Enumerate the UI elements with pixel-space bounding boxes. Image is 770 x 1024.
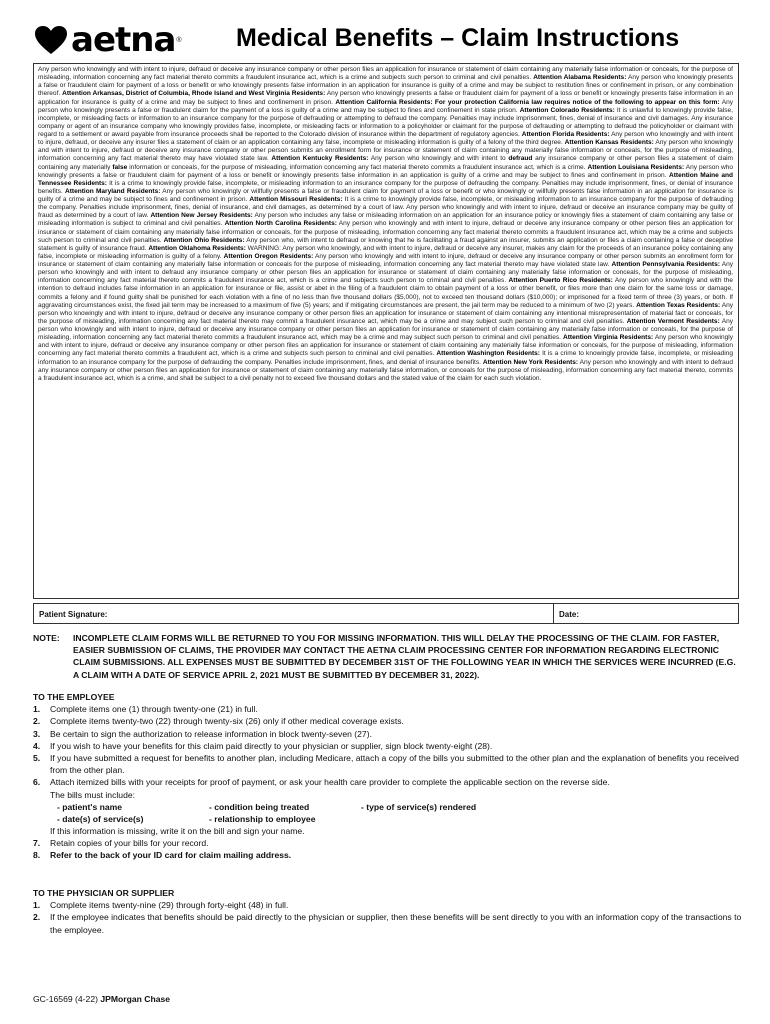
list-item: 4. If you wish to have your benefits for this claim paid directly to your physician or supplier, sign block twenty-eight (28). [33,740,493,751]
list-item: 8. Refer to the back of your ID card for claim mailing address. [33,850,292,861]
warning-heading: false [112,163,128,171]
list-item: 2. Complete items twenty-two (22) through twenty-six (26) only if other medical coverage exists. [33,716,404,727]
warning-heading: Attention Pennsylvania Residents: [611,261,720,268]
warning-text-segment: information or conceals, for the purpose of misleading, information concerning any fact material thereto commits a fraudulent insurance act, which is a crime. [127,163,588,171]
warning-heading: Attention North Carolina Residents: [224,220,337,228]
warning-heading: Attention Virginia Residents: [563,334,654,342]
must-item: - relationship to employee [209,813,316,824]
warning-text-segment: Any person who knowingly and with intent to injure, defraud or deceive any insurance company or other person submits an enrollment form for insurance or statement of claim containing any materially false information or conceals, for the purpose of misleading, information concerning any fact material thereto may have violated state law. [38,139,734,163]
fraud-warning-box [33,63,739,599]
physician-section-title: TO THE PHYSICIAN OR SUPPLIER [33,888,175,898]
warning-heading: Attention Arkansas, District of Columbia, Rhode Island and West Virginia Residents: [62,90,326,98]
list-item: 3. Be certain to sign the authorization to release information in block twenty-seven (27). [33,728,372,739]
must-include-list [33,801,743,825]
warning-text-segment: It is unlawful to knowingly provide false, incomplete, or misleading facts or information to an insurance company for the purpose of defrauding or attempting to defraud the company. Penalties may include imprisonment, fines, denial of insurance and civil damages. Any insurance company or agent of an insurance company who knowingly provides false, incomplete, or misleading facts or information to a policyholder or claimant for the purpose of defrauding or attempting to defraud the policyholder or claimant with regard to a settlement or award payable from insurance proceeds shall be reported to the Colorado division of insurance within the department of regulatory agencies. [38,106,733,138]
warning-text-segment: Any person who knowingly and with the intention to defraud includes false information in an application for insurance or file, assist or abet in the filing of a fraudulent claim to obtain payment of a loss or other benefit, or files more than one claim for the same loss or damage, commits a felony and if found guilty shall be punished for each violation with a fine of no less than five thousand dollars ($5,000), not to exceed ten thousand dollars ($10,000); or imprisoned for a fixed term of three (3) years, or both. If aggravating circumstances exist, the fixed jail term may be increased to a maximum of five (5) years; and if mitigating circumstances are present, the jail term may be reduced to a minimum of two (2) years. [38,277,733,309]
warning-text-segment: Any person who knowingly and with intent to defraud any insurance company or other person files an application for insurance or statement of claim containing any materially false information or conceals, for the purpose of misleading, information concerning any fact material thereto commits a fraudulent insurance act, which is a crime and subjects such person to criminal and civil penalties. [38,261,733,285]
company-name: JPMorgan Chase [100,994,171,1004]
warning-heading: Attention California Residents: For your protection California law requires notice of the following to appear on this form: [335,98,720,106]
warning-text-segment: It is a crime to knowingly provide false, incomplete, or misleading information to an insurance company for the purpose of defrauding the company. Penalties include imprisonment, fines, and denial of insurance benefits. [38,350,733,366]
list-item: 6. Attach itemized bills with your receipts for proof of payment, or ask your health care provider to complete the applicable section on the reverse side. [33,777,610,788]
warning-text-segment: Any person who knowingly and with intent to defraud any insurance company or other person files an application for insurance or statement of claim containing any materially false information, or conceals for the purpose of misleading, information concerning any fact material thereto, commits a fraudulent insurance act, which is a crime, and shall be subject to a civil penalty not to exceed five thousand dollars and the stated value of the claim for each such violation. [38,358,733,382]
warning-heading: Attention New York Residents: [482,358,579,366]
logo-wordmark: aetna [71,20,176,60]
warning-heading: Attention Kentucky Residents: [271,155,369,163]
must-item: - type of service(s) rendered [361,801,477,812]
warning-text-segment: Any person who knowingly and with intent to injure, defraud or deceive any insurance company or other person files an application for insurance or statement of claim containing any materially false information or conceals, for the purpose of misleading, information concerning any fact material thereto commits a fraudulent insurance act, which may be a crime and subjects such person to criminal and civil penalties. [38,220,733,244]
warning-heading: Attention Alabama Residents: [533,74,627,82]
must-item: - date(s) of service(s) [57,813,144,824]
registered-mark: ® [176,36,182,44]
heart-icon [34,25,68,55]
list-item: 1. Complete items twenty-nine (29) through forty-eight (48) in full. [33,900,289,911]
warning-heading: Attention Florida Residents: [521,131,610,138]
missing-info-note: If this information is missing, write it on the bill and sign your name. [50,825,305,836]
warning-text-segment: any insurance company or other person files a statement of claim containing any materially [38,155,733,171]
warning-heading: Attention Puerto Rico Residents: [508,277,613,285]
warning-heading: Attention Oklahoma Residents: [148,244,246,252]
warning-heading: defraud [508,155,533,163]
employee-section-title: TO THE EMPLOYEE [33,692,115,702]
warning-text-segment: Any person who knowingly and with intent to [368,155,509,163]
warning-text-segment: It is a crime to knowingly provide false, incomplete, or misleading information to an insurance company for the purpose of defrauding the company. Penalties may include imprisonment, fines, or denial of insurance benefits. [38,179,733,195]
fraud-warning-text [38,66,733,383]
header [30,18,742,64]
warning-text-segment: Any person who knowingly and with intent to injure, defraud or deceive any insurance company or other person files an application for insurance or statement of claim containing any materially false information or conceals, for the purpose of misleading, information concerning any fact material thereto commits a fraudulent insurance act, which is a crime and subjects such person to criminal and civil penalties. [38,66,733,82]
employee-section [33,691,743,861]
note-heading: NOTE: [33,633,60,643]
warning-text-segment: It is a crime to knowingly provide false, incomplete, or misleading information to an insurance company for the purpose of defrauding the company. Penalties include imprisonment, fines, denial of insurance, and civil damages, as determined by a court of law. Any person who knowingly and with intent to injure, defraud or deceive an insurance company may be guilty of fraud as determined by a court of law. [38,196,733,220]
warning-text-segment: Any person who knowingly and with intent to injure, defraud or deceive any insurance company or other person files an application for insurance or statement of claim containing any materially false information or conceals, for the purpose of misleading, information concerning any fact material thereto commits a fraudulent act, which is a crime and subjects such person to criminal and civil penalties. [38,334,733,358]
warning-text-segment: Any person who knowingly and with intent to injure, defraud or deceive any insurance company or other person files an application for insurance or statement of claim containing any materially false information or conceals, for the purpose of misleading, information concerning any fact material thereto commits a fraudulent insurance act, which may be a crime and may subject such person to criminal and civil penalties. [38,317,733,342]
physician-section [33,887,743,936]
warning-text-segment: Any person who knowingly presents a false or fraudulent claim for payment of a loss or benefit or knowingly presents false information in an application for insurance is guilty of a crime and may be subject to fines and confinement in prison. [38,90,733,106]
must-item: - patient's name [57,801,123,812]
warning-heading: Attention Texas Residents: [636,301,721,309]
warning-text-segment: Any person who knowingly and with intent to injure, defraud or deceive any insurance company or other person files an application for insurance or statement of claim containing any intentional misrepresentation of material fact or conceals, for the purpose of misleading, information concerning any fact material thereto may commit a fraudulent insurance act, which may be a crime and may subject such person to criminal and civil penalties. [38,301,733,325]
warning-heading: Attention Washington Residents: [436,350,540,358]
date-label: Date: [559,610,580,619]
warning-text-segment: Any person who knowingly presents a false or fraudulent claim for payment of a loss or benefit or who knowingly presents false information in an application for insurance is guilty of a crime and may be subject to restitution fines or confinement in prison, or any combination thereof. [38,74,733,98]
footer [33,994,170,1004]
aetna-logo [34,20,182,60]
warning-heading: Attention Maine and Tennessee Residents: [38,171,733,187]
list-item: 7. Retain copies of your bills for your record. [33,838,209,849]
warning-heading: Attention New Jersey Residents: [150,212,253,220]
list-item: 1. Complete items one (1) through twenty-one (21) in full. [33,704,258,715]
warning-text-segment: Any person who knowingly presents a false or fraudulent claim for the payment of a loss is guilty of a crime and may be subject to fines and confinement in state prison. [38,98,733,114]
warning-text-segment: Any person who knowingly presents a false or fraudulent claim for payment of a loss or benefit or knowingly presents false information in an application is guilty of a crime and may be subject to fines and confinement in prison. [38,163,734,179]
warning-heading: Attention Missouri Residents: [249,196,343,203]
warning-heading: Attention Maryland Residents: [64,187,161,195]
warning-heading: Attention Kansas Residents: [564,139,654,147]
signature-row [33,603,739,624]
warning-heading: Attention Vermont Residents: [626,317,720,325]
note-body: INCOMPLETE CLAIM FORMS WILL BE RETURNED TO YOU FOR MISSING INFORMATION. THIS WILL DELAY THE PROCESSING OF THE CLAIM. FOR FASTER, EASIER SUBMISSION OF CLAIMS, THE PROVIDER MAY CONTACT THE AETNA CLAIM PROCESSING CENTER FOR INFORMATION REGARDING ELECTRONIC CLAIM SUBMISSIONS. ALL EXPENSES MUST BE SUBMITTED BY DECEMBER 31ST OF THE FOLLOWING YEAR IN WHICH THE SERVICES WERE INCURRED (E.G. A CLAIM WITH A DATE OF SERVICE APRIL 2, 2021 MUST BE SUBMITTED BY DECEMBER 31, 2022). [73,633,736,680]
patient-signature-label: Patient Signature: [39,610,108,619]
warning-heading: Attention Oregon Residents: [223,252,314,260]
form-id: GC-16569 (4-22) [33,994,101,1004]
warning-text-segment: WARNING: Any person who knowingly, and with intent to injure, defraud or deceive any insurer, makes any claim for the proceeds of an insurance policy containing any false, incomplete or misleading information is guilty of a felony. [38,244,734,260]
warning-text-segment: Any person who includes any false or misleading information on an application for an insurance policy or knowingly files a statement of claim containing any false or misleading information is subject to criminal and civil penalties. [38,212,733,228]
warning-text-segment: Any person who knowingly and with intent to injure, defraud or deceive any insurance company or other person submits an enrollment form for insurance or statement of claim containing any materially false information or conceals for the purpose of misleading, information concerning any fact material thereto may have violated state law. [38,252,734,268]
list-item: 2. If the employee indicates that benefits should be paid directly to the physician or supplier, then these benefits will be sent directly to you with an information copy of the transactions to the employee. [33,912,742,935]
must-item: - condition being treated [209,801,310,812]
warning-heading: Attention Ohio Residents: [163,236,245,244]
warning-heading: Attention Colorado Residents: [519,106,615,114]
signature-divider [553,604,554,623]
warning-text-segment: Any person who, with intent to defraud or knowing that he is facilitating a fraud against an insurer, submits an application or files a claim containing a false or deceptive statement is guilty of insurance fraud. [38,236,734,252]
must-include-label: The bills must include: [50,789,136,800]
warning-heading: Attention Louisiana Residents: [587,163,685,171]
warning-text-segment: Any person who knowingly and with intent to injure, defraud, or deceive any insurer files a statement of claim or an application containing any false, incomplete or misleading information is guilty of a felony of the third degree. [38,131,733,147]
warning-text-segment: Any person who knowingly or willfully presents a false or fraudulent claim for payment of a loss or benefit or who knowingly or willfully presents false information in an application for insurance is guilty of a crime and may be subject to fines and confinement in prison. [38,187,733,203]
list-item: 5. If you have submitted a request for benefits to another plan, including Medicare, attach a copy of the bills you submitted to the other plan and the explanation of benefits you received from the other plan. [33,753,739,776]
page-title: Medical Benefits – Claim Instructions [236,24,680,52]
